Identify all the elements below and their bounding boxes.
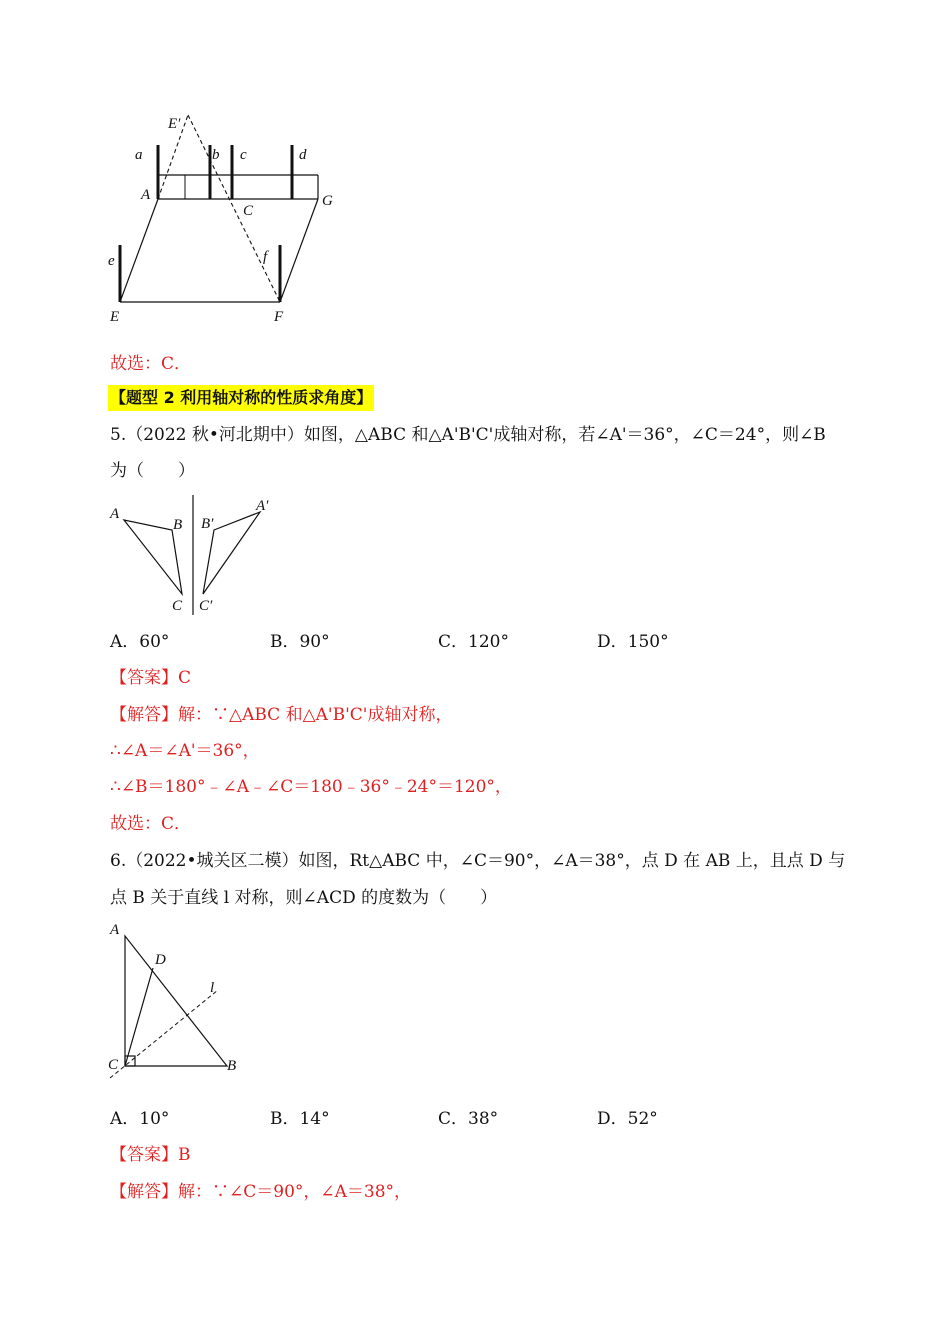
- q6-stem-line2: 点 B 关于直线 l 对称，则∠ACD 的度数为（ ）: [110, 888, 498, 908]
- figure-3-right-triangle: [100, 918, 250, 1083]
- q6-option-c: C．38°: [438, 1109, 499, 1129]
- label-l: l: [210, 980, 215, 996]
- label-A: A: [110, 506, 120, 522]
- label-B: B: [173, 517, 183, 533]
- label-d: d: [299, 147, 307, 163]
- q5-stem-line1: 5.（2022 秋•河北期中）如图，△ABC 和△A'B'C'成轴对称，若∠A'＝36°，∠C＝24°，则∠B: [110, 425, 826, 445]
- q5-answer: 【答案】C: [110, 668, 192, 688]
- label-C: C: [172, 598, 183, 614]
- figure-2-symmetric-triangles: [100, 490, 300, 620]
- q5-option-b: B．90°: [270, 632, 330, 652]
- q5-option-a: A．60°: [110, 632, 170, 652]
- label-A: A: [141, 187, 151, 203]
- q5-solution-2: ∴∠A＝∠A'＝36°，: [110, 741, 260, 761]
- label-E-prime: E′: [168, 116, 181, 132]
- q6-stem-line1: 6.（2022•城关区二模）如图，Rt△ABC 中，∠C＝90°，∠A＝38°，点 D 在 AB 上，且点 D 与: [110, 851, 846, 871]
- q6-option-d: D．52°: [597, 1109, 658, 1129]
- q6-option-b: B．14°: [270, 1109, 330, 1129]
- label-f: f: [263, 249, 268, 265]
- q4-conclusion: 故选：C．: [110, 354, 192, 374]
- label-C-prime: C′: [199, 598, 213, 614]
- q5-solution-4: 故选：C．: [110, 814, 192, 834]
- q6-solution-1: 【解答】解：∵∠C＝90°，∠A＝38°，: [110, 1182, 412, 1202]
- q6-answer: 【答案】B: [110, 1145, 191, 1165]
- label-e: e: [108, 253, 115, 269]
- label-a: a: [135, 147, 143, 163]
- q5-solution-3: ∴∠B＝180°﹣∠A﹣∠C＝180﹣36°﹣24°＝120°，: [110, 777, 512, 797]
- label-C: C: [108, 1057, 119, 1073]
- label-E: E: [110, 309, 120, 325]
- label-c: c: [240, 147, 247, 163]
- label-F: F: [274, 309, 284, 325]
- label-C: C: [243, 203, 254, 219]
- label-G: G: [322, 193, 333, 209]
- q6-option-a: A．10°: [110, 1109, 170, 1129]
- q5-stem-line2: 为（ ）: [110, 461, 195, 481]
- label-B: B: [227, 1058, 237, 1074]
- q5-option-d: D．150°: [597, 632, 669, 652]
- label-B-prime: B′: [201, 516, 214, 532]
- label-b: b: [212, 147, 220, 163]
- q5-option-c: C．120°: [438, 632, 509, 652]
- q5-solution-1: 【解答】解：∵△ABC 和△A'B'C'成轴对称，: [110, 705, 453, 725]
- figure-1-parallel-lines: [100, 105, 350, 330]
- label-A-prime: A′: [256, 498, 269, 514]
- section-header: 【题型 2 利用轴对称的性质求角度】: [108, 385, 374, 411]
- label-A: A: [110, 922, 120, 938]
- label-D: D: [155, 952, 166, 968]
